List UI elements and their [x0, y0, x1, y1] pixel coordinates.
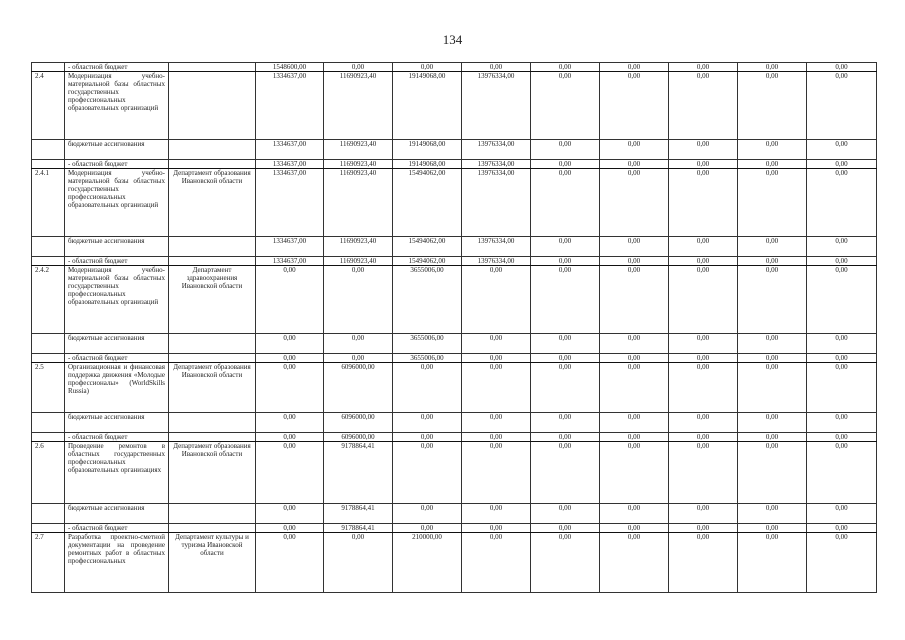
value-cell: 0,00 — [807, 433, 877, 442]
page-number: 134 — [442, 32, 463, 47]
value-cell: 0,00 — [531, 334, 600, 354]
value-cell: 1334637,00 — [256, 72, 324, 140]
executor-cell — [169, 63, 256, 72]
value-cell: 0,00 — [531, 266, 600, 334]
value-cell: 0,00 — [807, 504, 877, 524]
table-row — [32, 140, 877, 160]
row-number-cell — [32, 354, 65, 363]
row-name-cell: - областной бюджет — [65, 433, 169, 442]
value-cell: 0,00 — [600, 433, 669, 442]
row-name-cell: бюджетные ассигнования — [65, 140, 169, 160]
value-cell: 11690923,40 — [324, 160, 393, 169]
value-cell: 0,00 — [462, 334, 531, 354]
value-cell: 0,00 — [393, 524, 462, 533]
table-row — [32, 533, 877, 593]
value-cell: 9178864,41 — [324, 524, 393, 533]
value-cell: 0,00 — [600, 334, 669, 354]
value-cell: 0,00 — [807, 266, 877, 334]
value-cell: 0,00 — [600, 140, 669, 160]
value-cell: 0,00 — [807, 63, 877, 72]
row-name-cell: бюджетные ассигнования — [65, 334, 169, 354]
value-cell: 0,00 — [600, 533, 669, 593]
value-cell: 0,00 — [324, 334, 393, 354]
row-name-cell: Модернизация учебно-материальной базы областных государственных профессиональных образовательных организаций — [65, 72, 169, 140]
value-cell: 6096000,00 — [324, 413, 393, 433]
value-cell: 11690923,40 — [324, 237, 393, 257]
value-cell: 15494062,00 — [393, 169, 462, 237]
executor-cell — [169, 354, 256, 363]
executor-cell — [169, 140, 256, 160]
table-row — [32, 334, 877, 354]
executor-cell — [169, 257, 256, 266]
value-cell: 0,00 — [531, 413, 600, 433]
value-cell: 0,00 — [738, 257, 807, 266]
table-row — [32, 442, 877, 504]
value-cell: 0,00 — [462, 533, 531, 593]
row-name-cell: Модернизация учебно-материальной базы областных государственных профессиональных образовательных организаций — [65, 169, 169, 237]
value-cell: 0,00 — [256, 354, 324, 363]
value-cell: 1334637,00 — [256, 257, 324, 266]
value-cell: 0,00 — [669, 533, 738, 593]
row-number-cell — [32, 413, 65, 433]
value-cell: 13976334,00 — [462, 237, 531, 257]
value-cell: 0,00 — [256, 266, 324, 334]
table-row — [32, 504, 877, 524]
value-cell: 0,00 — [807, 524, 877, 533]
value-cell: 0,00 — [600, 257, 669, 266]
value-cell: 0,00 — [462, 433, 531, 442]
row-number-cell: 2.6 — [32, 442, 65, 504]
value-cell: 0,00 — [669, 169, 738, 237]
value-cell: 9178864,41 — [324, 504, 393, 524]
value-cell: 0,00 — [669, 266, 738, 334]
value-cell: 0,00 — [807, 140, 877, 160]
value-cell: 0,00 — [531, 363, 600, 413]
table-row — [32, 354, 877, 363]
table-row — [32, 524, 877, 533]
table-row — [32, 160, 877, 169]
value-cell: 0,00 — [256, 433, 324, 442]
value-cell: 13976334,00 — [462, 169, 531, 237]
value-cell: 0,00 — [807, 413, 877, 433]
executor-cell — [169, 160, 256, 169]
value-cell: 0,00 — [531, 442, 600, 504]
row-name-cell: бюджетные ассигнования — [65, 413, 169, 433]
value-cell: 15494062,00 — [393, 257, 462, 266]
value-cell: 0,00 — [600, 160, 669, 169]
value-cell: 0,00 — [531, 160, 600, 169]
value-cell: 0,00 — [393, 413, 462, 433]
value-cell: 0,00 — [393, 433, 462, 442]
value-cell: 0,00 — [807, 169, 877, 237]
value-cell: 0,00 — [256, 413, 324, 433]
table-row — [32, 266, 877, 334]
executor-cell — [169, 504, 256, 524]
value-cell: 0,00 — [256, 442, 324, 504]
row-number-cell — [32, 524, 65, 533]
value-cell: 0,00 — [738, 266, 807, 334]
value-cell: 1334637,00 — [256, 140, 324, 160]
table-row — [32, 413, 877, 433]
row-number-cell — [32, 257, 65, 266]
value-cell: 0,00 — [462, 363, 531, 413]
value-cell: 210000,00 — [393, 533, 462, 593]
value-cell: 0,00 — [738, 63, 807, 72]
row-number-cell: 2.5 — [32, 363, 65, 413]
value-cell: 0,00 — [600, 413, 669, 433]
value-cell: 0,00 — [531, 533, 600, 593]
value-cell: 0,00 — [256, 533, 324, 593]
value-cell: 0,00 — [600, 266, 669, 334]
value-cell: 0,00 — [600, 63, 669, 72]
value-cell: 0,00 — [669, 257, 738, 266]
row-number-cell — [32, 433, 65, 442]
value-cell: 0,00 — [807, 257, 877, 266]
value-cell: 0,00 — [600, 442, 669, 504]
value-cell: 19149068,00 — [393, 160, 462, 169]
value-cell: 0,00 — [807, 354, 877, 363]
value-cell: 0,00 — [393, 363, 462, 413]
value-cell: 0,00 — [462, 63, 531, 72]
value-cell: 0,00 — [669, 354, 738, 363]
value-cell: 0,00 — [738, 334, 807, 354]
executor-cell: Департамент образования Ивановской области — [169, 169, 256, 237]
value-cell: 0,00 — [324, 354, 393, 363]
row-number-cell — [32, 63, 65, 72]
value-cell: 0,00 — [324, 533, 393, 593]
value-cell: 0,00 — [531, 524, 600, 533]
value-cell: 11690923,40 — [324, 140, 393, 160]
value-cell: 0,00 — [807, 72, 877, 140]
row-name-cell: - областной бюджет — [65, 354, 169, 363]
value-cell: 0,00 — [669, 413, 738, 433]
value-cell: 6096000,00 — [324, 433, 393, 442]
row-name-cell: Разработка проектно-сметной документации на проведение ремонтных работ в областных профессиональных — [65, 533, 169, 593]
value-cell: 0,00 — [531, 72, 600, 140]
value-cell: 13976334,00 — [462, 160, 531, 169]
executor-cell: Департамент образования Ивановской области — [169, 442, 256, 504]
row-name-cell: бюджетные ассигнования — [65, 504, 169, 524]
value-cell: 0,00 — [669, 442, 738, 504]
value-cell: 0,00 — [807, 442, 877, 504]
value-cell: 0,00 — [738, 140, 807, 160]
value-cell: 1548600,00 — [256, 63, 324, 72]
value-cell: 6096000,00 — [324, 363, 393, 413]
value-cell: 0,00 — [531, 354, 600, 363]
value-cell: 0,00 — [669, 160, 738, 169]
value-cell: 11690923,40 — [324, 169, 393, 237]
table-row — [32, 433, 877, 442]
value-cell: 0,00 — [807, 533, 877, 593]
value-cell: 0,00 — [324, 63, 393, 72]
value-cell: 15494062,00 — [393, 237, 462, 257]
value-cell: 0,00 — [807, 237, 877, 257]
value-cell: 19149068,00 — [393, 140, 462, 160]
value-cell: 0,00 — [256, 334, 324, 354]
executor-cell — [169, 524, 256, 533]
value-cell: 0,00 — [462, 524, 531, 533]
value-cell: 13976334,00 — [462, 72, 531, 140]
table-row — [32, 63, 877, 72]
executor-cell: Департамент образования Ивановской области — [169, 363, 256, 413]
value-cell: 0,00 — [462, 504, 531, 524]
executor-cell: Департамент культуры и туризма Ивановской области — [169, 533, 256, 593]
value-cell: 0,00 — [531, 504, 600, 524]
value-cell: 1334637,00 — [256, 169, 324, 237]
value-cell: 0,00 — [462, 266, 531, 334]
value-cell: 0,00 — [600, 524, 669, 533]
row-name-cell: Проведение ремонтов в областных государственных профессиональных образовательных организациях — [65, 442, 169, 504]
value-cell: 0,00 — [807, 363, 877, 413]
row-name-cell: - областной бюджет — [65, 524, 169, 533]
executor-cell — [169, 413, 256, 433]
value-cell: 0,00 — [669, 363, 738, 413]
value-cell: 0,00 — [393, 442, 462, 504]
value-cell: 0,00 — [807, 160, 877, 169]
row-number-cell: 2.4 — [32, 72, 65, 140]
executor-cell — [169, 237, 256, 257]
value-cell: 0,00 — [807, 334, 877, 354]
value-cell: 13976334,00 — [462, 140, 531, 160]
value-cell: 0,00 — [669, 504, 738, 524]
value-cell: 0,00 — [738, 160, 807, 169]
value-cell: 0,00 — [600, 169, 669, 237]
value-cell: 0,00 — [531, 433, 600, 442]
value-cell: 0,00 — [256, 524, 324, 533]
row-name-cell: - областной бюджет — [65, 257, 169, 266]
value-cell: 0,00 — [531, 257, 600, 266]
row-number-cell — [32, 237, 65, 257]
value-cell: 0,00 — [600, 504, 669, 524]
value-cell: 3655006,00 — [393, 354, 462, 363]
row-number-cell: 2.7 — [32, 533, 65, 593]
value-cell: 0,00 — [738, 72, 807, 140]
table-row — [32, 72, 877, 140]
value-cell: 0,00 — [669, 72, 738, 140]
row-name-cell: Модернизация учебно-материальной базы областных государственных профессиональных образовательных организаций — [65, 266, 169, 334]
value-cell: 0,00 — [462, 442, 531, 504]
value-cell: 0,00 — [738, 442, 807, 504]
value-cell: 3655006,00 — [393, 266, 462, 334]
row-number-cell: 2.4.2 — [32, 266, 65, 334]
value-cell: 0,00 — [531, 169, 600, 237]
value-cell: 0,00 — [738, 169, 807, 237]
value-cell: 19149068,00 — [393, 72, 462, 140]
row-number-cell — [32, 504, 65, 524]
value-cell: 0,00 — [393, 504, 462, 524]
value-cell: 0,00 — [669, 140, 738, 160]
value-cell: 0,00 — [600, 72, 669, 140]
table-row — [32, 363, 877, 413]
value-cell: 0,00 — [462, 354, 531, 363]
row-name-cell: - областной бюджет — [65, 160, 169, 169]
table-row — [32, 169, 877, 237]
value-cell: 0,00 — [600, 363, 669, 413]
value-cell: 0,00 — [600, 354, 669, 363]
value-cell: 0,00 — [393, 63, 462, 72]
value-cell: 13976334,00 — [462, 257, 531, 266]
value-cell: 0,00 — [669, 63, 738, 72]
value-cell: 0,00 — [738, 354, 807, 363]
value-cell: 11690923,40 — [324, 257, 393, 266]
table-row — [32, 237, 877, 257]
value-cell: 0,00 — [738, 363, 807, 413]
executor-cell: Департамент здравоохранения Ивановской области — [169, 266, 256, 334]
value-cell: 0,00 — [462, 413, 531, 433]
value-cell: 1334637,00 — [256, 237, 324, 257]
value-cell: 0,00 — [669, 433, 738, 442]
row-name-cell: бюджетные ассигнования — [65, 237, 169, 257]
value-cell: 1334637,00 — [256, 160, 324, 169]
value-cell: 0,00 — [669, 334, 738, 354]
row-number-cell — [32, 334, 65, 354]
value-cell: 0,00 — [531, 237, 600, 257]
value-cell: 0,00 — [531, 140, 600, 160]
value-cell: 0,00 — [531, 63, 600, 72]
executor-cell — [169, 433, 256, 442]
table-row — [32, 257, 877, 266]
value-cell: 0,00 — [256, 363, 324, 413]
value-cell: 0,00 — [669, 524, 738, 533]
value-cell: 9178864,41 — [324, 442, 393, 504]
value-cell: 0,00 — [669, 237, 738, 257]
value-cell: 0,00 — [738, 433, 807, 442]
value-cell: 0,00 — [324, 266, 393, 334]
row-number-cell — [32, 140, 65, 160]
value-cell: 0,00 — [738, 524, 807, 533]
row-name-cell: - областной бюджет — [65, 63, 169, 72]
row-number-cell: 2.4.1 — [32, 169, 65, 237]
value-cell: 0,00 — [738, 533, 807, 593]
executor-cell — [169, 72, 256, 140]
row-number-cell — [32, 160, 65, 169]
row-name-cell: Организационная и финансовая поддержка движения «Молодые профессионалы» (WorldSkills Russia) — [65, 363, 169, 413]
value-cell: 0,00 — [738, 504, 807, 524]
executor-cell — [169, 334, 256, 354]
value-cell: 11690923,40 — [324, 72, 393, 140]
value-cell: 0,00 — [600, 237, 669, 257]
budget-table — [31, 62, 877, 593]
value-cell: 0,00 — [256, 504, 324, 524]
value-cell: 0,00 — [738, 413, 807, 433]
value-cell: 0,00 — [738, 237, 807, 257]
value-cell: 3655006,00 — [393, 334, 462, 354]
